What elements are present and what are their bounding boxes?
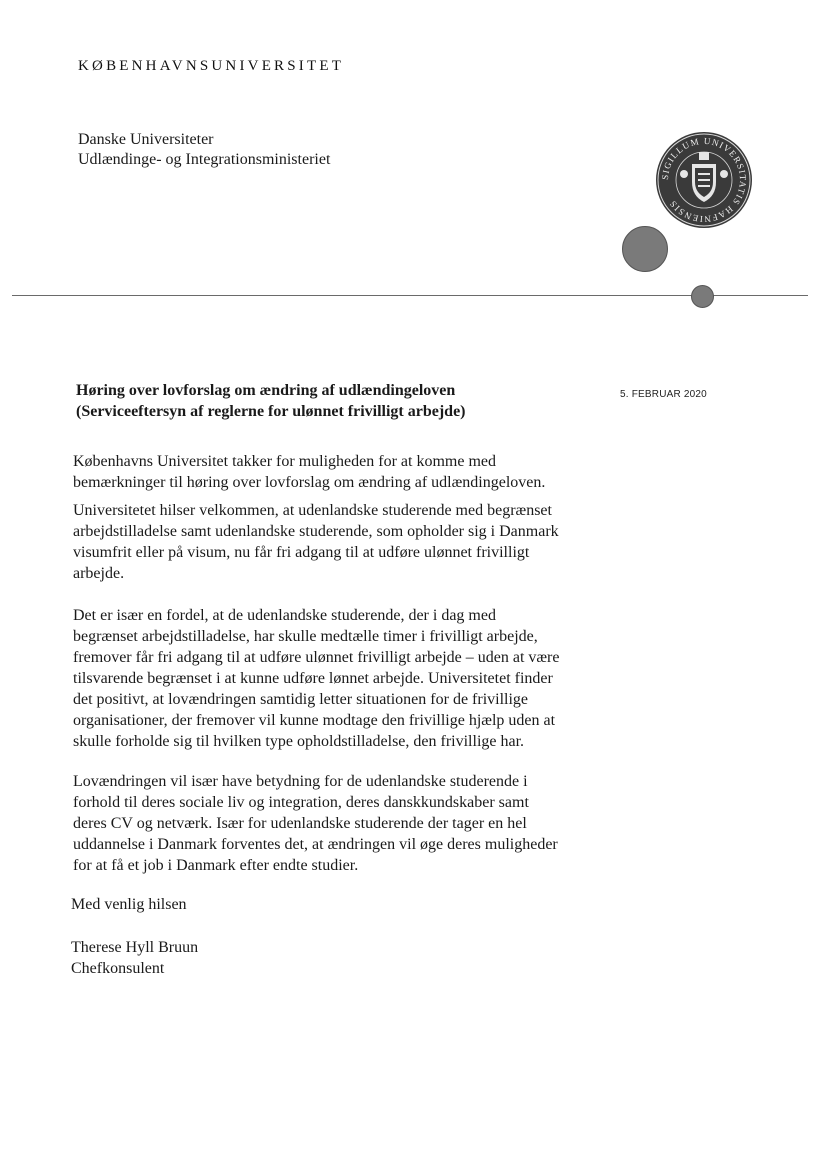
decorative-circle-small [691,285,714,308]
text-line: skulle forholde sig til hvilken type opholdstilladelse, den frivillige har. [73,733,525,750]
recipient-line: Udlændinge- og Integrationsministeriet [78,151,331,168]
text-line: det positivt, at lovændringen samtidig letter situationen for de frivillige [73,691,529,708]
subject-line: Høring over lovforslag om ændring af udlændingeloven [76,382,456,399]
letter-subject [76,380,466,422]
closing-salutation: Med venlig hilsen [71,896,187,913]
text-line: Lovændringen vil især have betydning for de udenlandske studerende i [73,773,528,790]
text-line: arbejde. [73,565,125,582]
university-wordmark: KØBENHAVNSUNIVERSITET [78,58,345,74]
text-line: visumfrit eller på visum, nu får fri adgang til at udføre ulønnet frivilligt [73,544,530,561]
text-line: Universitetet hilser velkommen, at udenlandske studerende med begrænset [73,502,552,519]
recipients-block [78,130,330,170]
text-line: deres CV og netværk. Især for udenlandske studerende der tager en hel [73,815,527,832]
text-line: forhold til deres sociale liv og integration, deres danskkundskaber samt [73,794,529,811]
text-line: uddannelse i Danmark forventes det, at ændringen vil øge deres muligheder [73,836,558,853]
signer-title: Chefkonsulent [71,960,165,977]
recipient-line: Danske Universiteter [78,131,214,148]
paragraph-1 [73,451,593,493]
text-line: organisationer, der fremover vil kunne modtage den frivillige hjælp uden at [73,712,556,729]
text-line: for at få et job i Danmark efter endte studier. [73,857,359,874]
text-line: Københavns Universitet takker for muligheden for at komme med [73,453,496,470]
letter-date: 5. FEBRUAR 2020 [620,389,707,400]
decorative-circle-large [622,226,668,272]
text-line: fremover får fri adgang til at udføre ulønnet frivilligt arbejde – uden at være [73,649,560,666]
paragraph-2 [73,500,593,584]
university-seal-icon [654,130,754,230]
seal-text: SIGILLUM UNIVERSITATIS HAFNIENSIS [659,135,749,225]
subject-line: (Serviceeftersyn af reglerne for ulønnet frivilligt arbejde) [76,403,466,420]
header-divider [12,295,808,296]
paragraph-3 [73,605,593,752]
paragraph-4 [73,771,593,876]
text-line: bemærkninger til høring over lovforslag om ændring af udlændingeloven. [73,474,546,491]
text-line: Det er især en fordel, at de udenlandske studerende, der i dag med [73,607,496,624]
text-line: tilsvarende begrænset i at kunne udføre lønnet arbejde. Universitetet finder [73,670,553,687]
text-line: begrænset arbejdstilladelse, har skulle medtælle timer i frivilligt arbejde, [73,628,538,645]
signature-block [71,937,198,979]
text-line: arbejdstilladelse samt udenlandske studerende, som opholder sig i Danmark [73,523,559,540]
signer-name: Therese Hyll Bruun [71,939,199,956]
